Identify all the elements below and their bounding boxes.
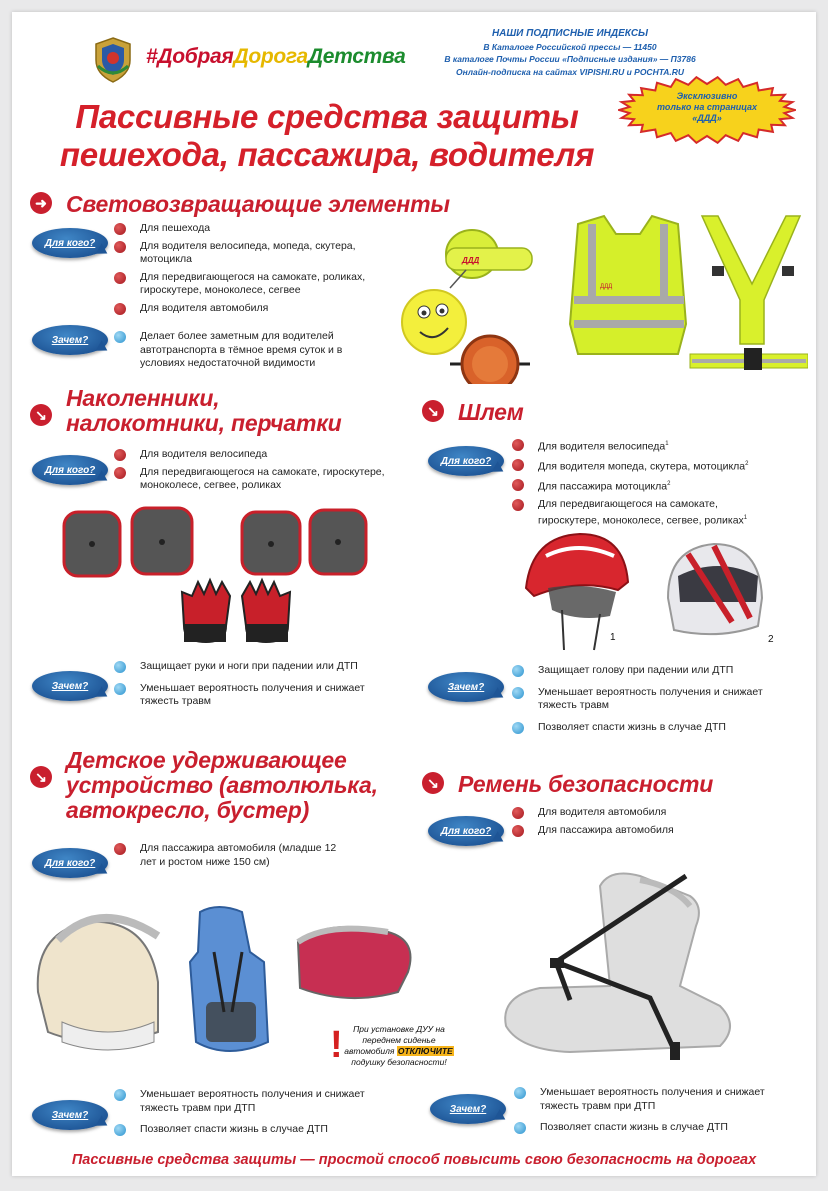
list-item-text: Для пешехода xyxy=(140,222,211,234)
smiley-pendant-icon xyxy=(402,270,466,354)
booster-seat-icon xyxy=(298,927,411,998)
list-item-text: Для передвигающегося на самокате, роликах, гироскутере, моноколесе, сегвее xyxy=(140,270,366,296)
list-item xyxy=(114,271,382,298)
heading-line: Детское удерживающее xyxy=(66,747,347,773)
section-heading-helmet: Шлем xyxy=(458,399,524,425)
reflective-harness-icon xyxy=(690,216,808,370)
arrow-down-right-icon: ↘ xyxy=(30,404,52,426)
glove-icon xyxy=(182,580,290,642)
subscription-line: В Каталоге Российской прессы — 11450 xyxy=(483,41,657,52)
logo-part-3: Детства xyxy=(307,45,406,68)
list-item xyxy=(114,1088,384,1115)
badge-line: «ДДД» xyxy=(692,113,722,123)
list-item-text: Для пассажира автомобиля xyxy=(538,823,674,836)
bubble-label: Зачем? xyxy=(449,1103,487,1115)
reflective-for-whom-list xyxy=(114,222,382,319)
arrow-down-right-icon: ↘ xyxy=(422,400,444,422)
list-item xyxy=(114,660,374,674)
list-item xyxy=(114,682,374,709)
arrow-down-right-icon: ↘ xyxy=(422,772,444,794)
heading-line: автокресло, бустер) xyxy=(66,797,310,823)
for-whom-bubble xyxy=(32,848,108,878)
warning-highlight: ОТКЛЮЧИТЕ xyxy=(397,1046,453,1056)
list-item-text: Для водителя автомобиля xyxy=(538,806,667,818)
bubble-label: Для кого? xyxy=(44,237,96,249)
list-item-text: Позволяет спасти жизнь в случае ДТП xyxy=(538,720,726,733)
orange-reflector-icon xyxy=(450,336,530,384)
heading-line: Наколенники, xyxy=(66,385,220,411)
helmets-image xyxy=(518,526,768,656)
badge-line: только на страницах xyxy=(657,102,757,112)
list-item-text: Для водителя велосипеда xyxy=(538,440,666,453)
list-item xyxy=(512,824,782,838)
poster xyxy=(12,12,816,1176)
red-bullet-icon xyxy=(512,807,524,819)
red-bullet-icon xyxy=(512,479,524,491)
title-line-2: пешехода, пассажира, водителя xyxy=(59,136,595,173)
red-bullet-icon xyxy=(114,223,126,235)
blue-bullet-icon xyxy=(512,722,524,734)
svg-text:ДДД: ДДД xyxy=(600,284,613,290)
list-item-text: Защищает голову при падении или ДТП xyxy=(538,664,734,676)
list-item xyxy=(114,330,374,371)
red-bullet-icon xyxy=(114,467,126,479)
heading-line: налокотники, перчатки xyxy=(66,410,342,436)
list-item-text: Для передвигающегося на самокате, гироскутере, моноколесе, сегвее, роликах xyxy=(140,465,385,491)
bubble-label: Для кого? xyxy=(440,455,492,467)
list-item-text: Для передвигающегося на самокате, гироскутере, моноколесе, сегвее, роликах xyxy=(538,498,744,526)
list-item xyxy=(114,466,394,493)
why-bubble xyxy=(32,325,108,355)
footnote-mark: 1 xyxy=(665,441,669,447)
red-bullet-icon xyxy=(512,459,524,471)
infant-carrier-icon xyxy=(38,918,158,1050)
heading-line: устройство (автолюлька, xyxy=(66,772,378,798)
bubble-label: Зачем? xyxy=(51,334,89,346)
for-whom-bubble xyxy=(428,446,504,476)
red-bullet-icon xyxy=(512,439,524,451)
footnote-mark: 2 xyxy=(667,481,671,487)
blue-bullet-icon xyxy=(514,1087,526,1099)
seatbelt-why-list xyxy=(514,1086,784,1139)
list-item xyxy=(114,240,382,267)
list-item-text: Защищает руки и ноги при падении или ДТП xyxy=(140,660,358,672)
blue-bullet-icon xyxy=(114,331,126,343)
blue-bullet-icon xyxy=(114,1124,126,1136)
subscription-line: В каталоге Почты России «Подписные издания» — П3786 xyxy=(444,54,696,64)
bubble-label: Зачем? xyxy=(51,1109,89,1121)
car-seat-icon xyxy=(505,874,730,1052)
list-item xyxy=(114,1123,384,1137)
why-bubble xyxy=(428,672,504,702)
red-bullet-icon xyxy=(114,843,126,855)
child-seat-for-whom-list xyxy=(114,842,354,873)
list-item-text: Для водителя велосипеда xyxy=(140,448,268,460)
list-item xyxy=(114,302,382,316)
why-bubble xyxy=(430,1094,506,1124)
list-item-text: Для пассажира мотоцикла xyxy=(538,480,668,493)
subscription-info xyxy=(442,28,698,78)
footer-slogan: Пассивные средства защиты — простой способ повысить свою безопасность на дорогах xyxy=(71,1152,757,1168)
reflective-why-list xyxy=(114,330,374,375)
list-item xyxy=(512,458,782,474)
list-item-text: Для водителя велосипеда, мопеда, скутера, мотоцикла xyxy=(140,239,356,265)
footnote-mark: 2 xyxy=(745,461,749,467)
warning-exclamation-icon: ! xyxy=(330,1024,343,1066)
blue-bullet-icon xyxy=(514,1122,526,1134)
section-heading-reflective: Световозвращающие элементы xyxy=(66,191,450,217)
list-item-text: Позволяет спасти жизнь в случае ДТП xyxy=(140,1123,328,1135)
reflective-bracelet-icon xyxy=(446,230,532,278)
list-item xyxy=(114,448,394,462)
list-item-text: Уменьшает вероятность получения и снижает тяжесть травм при ДТП xyxy=(140,1088,365,1114)
image-label-2: 2 xyxy=(768,634,774,645)
logo-part-1: #Добрая xyxy=(146,45,234,68)
car-seat-belt-image xyxy=(490,866,770,1066)
red-bullet-icon xyxy=(512,825,524,837)
knee-pad-icon xyxy=(64,508,366,576)
list-item xyxy=(512,686,782,713)
airbag-warning xyxy=(344,1024,454,1068)
red-bullet-icon xyxy=(114,272,126,284)
child-car-seat-icon xyxy=(190,907,268,1051)
warning-text: подушку безопасности! xyxy=(351,1057,447,1067)
safety-vest-icon xyxy=(570,216,686,354)
section-heading-child-seat xyxy=(66,748,378,823)
subscription-heading: НАШИ ПОДПИСНЫЕ ИНДЕКСЫ xyxy=(491,28,649,39)
list-item-text: Для водителя автомобиля xyxy=(140,301,269,314)
helmet-for-whom-list xyxy=(512,438,782,532)
pads-why-list xyxy=(114,660,374,713)
for-whom-bubble xyxy=(32,455,108,485)
bubble-label: Для кого? xyxy=(44,857,96,869)
bubble-label: Для кого? xyxy=(440,825,492,837)
list-item-text: Для пассажира автомобиля (младше 12 лет и ростом ниже 150 см) xyxy=(140,842,337,868)
pads-for-whom-list xyxy=(114,448,394,497)
why-bubble xyxy=(32,671,108,701)
emblem-icon xyxy=(90,36,136,84)
list-item xyxy=(512,806,782,820)
list-item xyxy=(512,721,782,735)
bubble-label: Зачем? xyxy=(447,681,485,693)
list-item xyxy=(514,1086,784,1113)
list-item xyxy=(114,222,382,236)
blue-bullet-icon xyxy=(512,687,524,699)
bubble-label: Зачем? xyxy=(51,680,89,692)
pads-gloves-image xyxy=(60,502,390,652)
list-item-text: Делает более заметным для водителей автотранспорта в тёмное время суток и в условиях недостаточной видимости xyxy=(140,330,343,369)
section-heading-pads xyxy=(66,386,342,436)
list-item-text: Уменьшает вероятность получения и снижает тяжесть травм xyxy=(538,685,763,711)
motorcycle-helmet-icon xyxy=(668,544,762,634)
footnote-mark: 1 xyxy=(743,514,748,521)
list-item xyxy=(512,438,782,454)
blue-bullet-icon xyxy=(114,661,126,673)
helmet-why-list xyxy=(512,664,782,738)
bubble-label: Для кого? xyxy=(44,464,96,476)
list-item-text: Уменьшает вероятность получения и снижает тяжесть травм при ДТП xyxy=(540,1086,765,1112)
arrow-down-right-icon: ↘ xyxy=(30,766,52,788)
reflective-items-image xyxy=(390,204,808,384)
blue-bullet-icon xyxy=(512,665,524,677)
title-line-1: Пассивные средства защиты xyxy=(75,98,579,135)
list-item-text: Уменьшает вероятность получения и снижает тяжесть травм xyxy=(140,681,365,707)
svg-text:ДДД: ДДД xyxy=(462,256,480,265)
image-label-1: 1 xyxy=(610,632,616,643)
seatbelt-for-whom-list xyxy=(512,806,782,841)
red-bullet-icon xyxy=(114,241,126,253)
list-item-text: Для водителя мопеда, скутера, мотоцикла xyxy=(538,460,746,473)
subscription-line: Онлайн-подписка на сайтах VIPISHI.RU и POCHTA.RU xyxy=(455,66,685,77)
red-bullet-icon xyxy=(114,449,126,461)
page-title xyxy=(32,98,622,174)
warning-text: При установке ДУУ на переднем сиденье автомобиля xyxy=(344,1024,445,1056)
red-bullet-icon xyxy=(114,303,126,315)
list-item xyxy=(512,498,782,528)
arrow-right-icon: ➜ xyxy=(30,192,52,214)
for-whom-bubble xyxy=(32,228,108,258)
list-item xyxy=(512,478,782,494)
section-heading-seatbelt: Ремень безопасности xyxy=(458,771,714,797)
for-whom-bubble xyxy=(428,816,504,846)
logo-part-2: Дорога xyxy=(233,45,308,68)
child-seat-why-list xyxy=(114,1088,384,1141)
blue-bullet-icon xyxy=(114,1089,126,1101)
list-item xyxy=(512,664,782,678)
blue-bullet-icon xyxy=(114,683,126,695)
exclusive-badge xyxy=(618,76,796,144)
brand-logo xyxy=(146,45,406,69)
list-item xyxy=(514,1121,784,1135)
list-item-text: Позволяет спасти жизнь в случае ДТП xyxy=(540,1121,728,1133)
red-bullet-icon xyxy=(512,499,524,511)
list-item xyxy=(114,842,354,869)
why-bubble xyxy=(32,1100,108,1130)
badge-line: Эксклюзивно xyxy=(676,91,738,101)
